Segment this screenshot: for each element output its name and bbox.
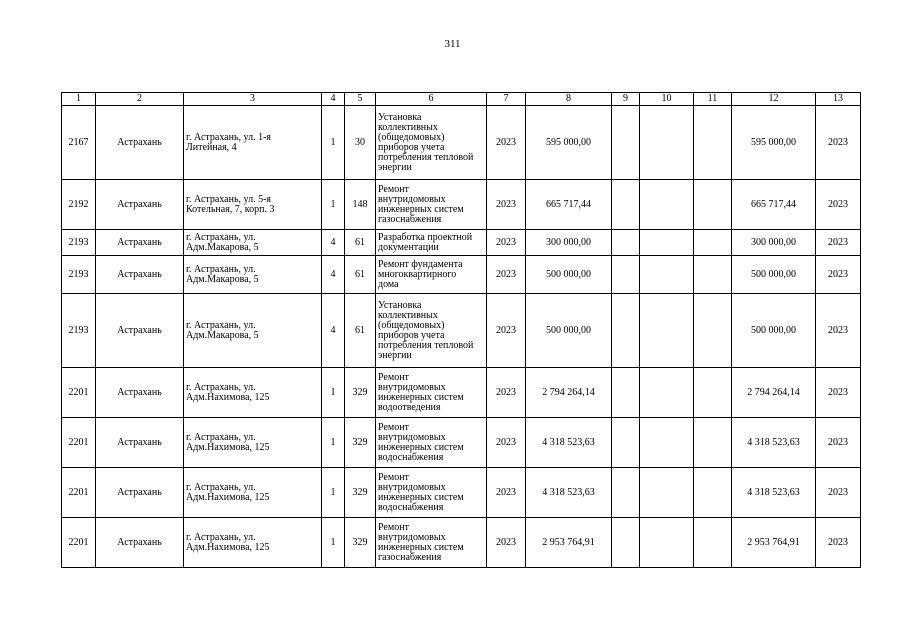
completion-year-cell: 2023 [816,368,861,418]
work-type-line: водоотведения [378,401,441,413]
col9-cell [612,518,640,568]
completion-year-cell: 2023 [816,180,861,230]
amount-cell: 665 717,44 [526,180,612,230]
column-header: 8 [526,93,612,106]
entrances-cell: 4 [322,294,345,368]
col9-cell [612,368,640,418]
city-cell: Астрахань [96,468,184,518]
record-id-cell: 2201 [62,518,96,568]
apartments-cell: 329 [345,418,376,468]
column-header: 13 [816,93,861,106]
table-row [62,180,861,230]
work-type-line: Ремонт [378,371,409,383]
city-cell: Астрахань [96,230,184,256]
col11-cell [694,230,732,256]
work-type-line: газоснабжения [378,551,442,563]
year-cell: 2023 [487,106,526,180]
total-cell: 665 717,44 [732,180,816,230]
column-header: 10 [640,93,694,106]
address-line: г. Астрахань, ул. [186,431,256,443]
record-id-cell: 2201 [62,368,96,418]
work-type-line: многоквартирного [378,268,457,280]
col9-cell [612,230,640,256]
address-cell [184,468,322,518]
city-cell: Астрахань [96,180,184,230]
work-type-line: Ремонт [378,421,409,433]
address-line: г. Астрахань, ул. 1-я [186,131,272,143]
address-line: г. Астрахань, ул. [186,231,256,243]
completion-year-cell: 2023 [816,106,861,180]
entrances-cell: 4 [322,230,345,256]
table-body [62,106,861,568]
total-cell: 2 794 264,14 [732,368,816,418]
col9-cell [612,468,640,518]
work-type-line: потребления тепловой [378,339,474,351]
address-line: г. Астрахань, ул. [186,481,256,493]
table-row [62,368,861,418]
address-line: Котельная, 7, корп. 3 [186,203,275,215]
city-cell: Астрахань [96,418,184,468]
year-cell: 2023 [487,518,526,568]
column-header: 2 [96,93,184,106]
work-type-cell [376,106,487,180]
work-type-line: энергии [378,161,412,173]
completion-year-cell: 2023 [816,256,861,294]
column-header: 4 [322,93,345,106]
address-line: Адм.Нахимова, 125 [186,541,270,553]
record-id-cell: 2201 [62,418,96,468]
work-type-line: инженерных систем [378,541,464,553]
work-type-line: (общедомовых) [378,131,445,143]
city-cell: Астрахань [96,294,184,368]
year-cell: 2023 [487,468,526,518]
col9-cell [612,418,640,468]
work-type-line: Установка [378,111,422,123]
entrances-cell: 1 [322,468,345,518]
work-type-line: дома [378,278,399,290]
address-cell [184,418,322,468]
table-row [62,518,861,568]
amount-cell: 595 000,00 [526,106,612,180]
address-line: г. Астрахань, ул. 5-я [186,193,272,205]
work-type-cell [376,468,487,518]
work-type-cell [376,230,487,256]
address-line: Адм.Макарова, 5 [186,273,259,285]
record-id-cell: 2201 [62,468,96,518]
entrances-cell: 1 [322,518,345,568]
total-cell: 500 000,00 [732,256,816,294]
apartments-cell: 329 [345,468,376,518]
address-line: Литейная, 4 [186,141,237,153]
col11-cell [694,294,732,368]
year-cell: 2023 [487,230,526,256]
work-type-line: приборов учета [378,329,445,341]
amount-cell: 2 794 264,14 [526,368,612,418]
work-type-line: газоснабжения [378,213,442,225]
work-type-cell [376,294,487,368]
table-row [62,418,861,468]
work-type-line: инженерных систем [378,491,464,503]
address-line: Адм.Нахимова, 125 [186,441,270,453]
city-cell: Астрахань [96,368,184,418]
completion-year-cell: 2023 [816,418,861,468]
work-type-line: внутридомовых [378,531,446,543]
capital-repair-table [61,92,861,568]
work-type-line: (общедомовых) [378,319,445,331]
year-cell: 2023 [487,368,526,418]
work-type-line: инженерных систем [378,391,464,403]
address-line: г. Астрахань, ул. [186,263,256,275]
column-header: 9 [612,93,640,106]
work-type-line: Ремонт фундамента [378,258,463,270]
work-type-cell [376,518,487,568]
total-cell: 595 000,00 [732,106,816,180]
col11-cell [694,468,732,518]
col9-cell [612,180,640,230]
col10-cell [640,518,694,568]
col11-cell [694,418,732,468]
city-cell: Астрахань [96,518,184,568]
total-cell: 4 318 523,63 [732,468,816,518]
apartments-cell: 61 [345,256,376,294]
col11-cell [694,518,732,568]
column-number-row [62,93,861,106]
city-cell: Астрахань [96,106,184,180]
work-type-line: документации [378,241,439,253]
amount-cell: 500 000,00 [526,256,612,294]
column-header: 12 [732,93,816,106]
address-cell [184,180,322,230]
work-type-line: коллективных [378,309,438,321]
amount-cell: 500 000,00 [526,294,612,368]
col11-cell [694,368,732,418]
entrances-cell: 1 [322,368,345,418]
work-type-line: Ремонт [378,521,409,533]
work-type-line: потребления тепловой [378,151,474,163]
work-type-cell [376,256,487,294]
column-header: 7 [487,93,526,106]
record-id-cell: 2193 [62,230,96,256]
address-cell [184,230,322,256]
table-row [62,256,861,294]
year-cell: 2023 [487,180,526,230]
entrances-cell: 4 [322,256,345,294]
col10-cell [640,368,694,418]
work-type-line: Ремонт [378,183,409,195]
entrances-cell: 1 [322,106,345,180]
col9-cell [612,256,640,294]
column-header: 11 [694,93,732,106]
work-type-line: внутридомовых [378,481,446,493]
column-header: 6 [376,93,487,106]
apartments-cell: 329 [345,368,376,418]
entrances-cell: 1 [322,180,345,230]
col9-cell [612,294,640,368]
address-line: Адм.Макарова, 5 [186,241,259,253]
year-cell: 2023 [487,418,526,468]
column-header: 1 [62,93,96,106]
col10-cell [640,230,694,256]
work-type-cell [376,180,487,230]
table-row [62,294,861,368]
record-id-cell: 2192 [62,180,96,230]
work-type-line: внутридомовых [378,381,446,393]
table-row [62,106,861,180]
completion-year-cell: 2023 [816,230,861,256]
amount-cell: 4 318 523,63 [526,468,612,518]
apartments-cell: 329 [345,518,376,568]
address-line: Адм.Нахимова, 125 [186,491,270,503]
address-cell [184,106,322,180]
amount-cell: 2 953 764,91 [526,518,612,568]
city-cell: Астрахань [96,256,184,294]
apartments-cell: 61 [345,230,376,256]
column-header: 5 [345,93,376,106]
table-row [62,468,861,518]
work-type-line: Установка [378,299,422,311]
col10-cell [640,418,694,468]
table-row [62,230,861,256]
col11-cell [694,180,732,230]
work-type-line: инженерных систем [378,441,464,453]
column-header: 3 [184,93,322,106]
page-number: 311 [444,38,461,50]
completion-year-cell: 2023 [816,294,861,368]
address-line: г. Астрахань, ул. [186,531,256,543]
work-type-line: приборов учета [378,141,445,153]
work-type-cell [376,368,487,418]
address-line: г. Астрахань, ул. [186,319,256,331]
col10-cell [640,294,694,368]
year-cell: 2023 [487,294,526,368]
completion-year-cell: 2023 [816,518,861,568]
work-type-line: внутридомовых [378,193,446,205]
total-cell: 2 953 764,91 [732,518,816,568]
address-cell [184,256,322,294]
work-type-line: водоснабжения [378,501,444,513]
year-cell: 2023 [487,256,526,294]
apartments-cell: 61 [345,294,376,368]
amount-cell: 300 000,00 [526,230,612,256]
work-type-line: инженерных систем [378,203,464,215]
col10-cell [640,180,694,230]
apartments-cell: 148 [345,180,376,230]
work-type-line: внутридомовых [378,431,446,443]
work-type-line: Разработка проектной [378,231,473,243]
completion-year-cell: 2023 [816,468,861,518]
col11-cell [694,106,732,180]
work-type-cell [376,418,487,468]
amount-cell: 4 318 523,63 [526,418,612,468]
work-type-line: Ремонт [378,471,409,483]
record-id-cell: 2193 [62,256,96,294]
address-line: Адм.Макарова, 5 [186,329,259,341]
address-line: Адм.Нахимова, 125 [186,391,270,403]
entrances-cell: 1 [322,418,345,468]
apartments-cell: 30 [345,106,376,180]
total-cell: 4 318 523,63 [732,418,816,468]
work-type-line: коллективных [378,121,438,133]
total-cell: 500 000,00 [732,294,816,368]
record-id-cell: 2193 [62,294,96,368]
col10-cell [640,256,694,294]
col9-cell [612,106,640,180]
work-type-line: водоснабжения [378,451,444,463]
address-cell [184,518,322,568]
col10-cell [640,468,694,518]
col10-cell [640,106,694,180]
address-cell [184,368,322,418]
record-id-cell: 2167 [62,106,96,180]
work-type-line: энергии [378,349,412,361]
address-line: г. Астрахань, ул. [186,381,256,393]
col11-cell [694,256,732,294]
address-cell [184,294,322,368]
total-cell: 300 000,00 [732,230,816,256]
